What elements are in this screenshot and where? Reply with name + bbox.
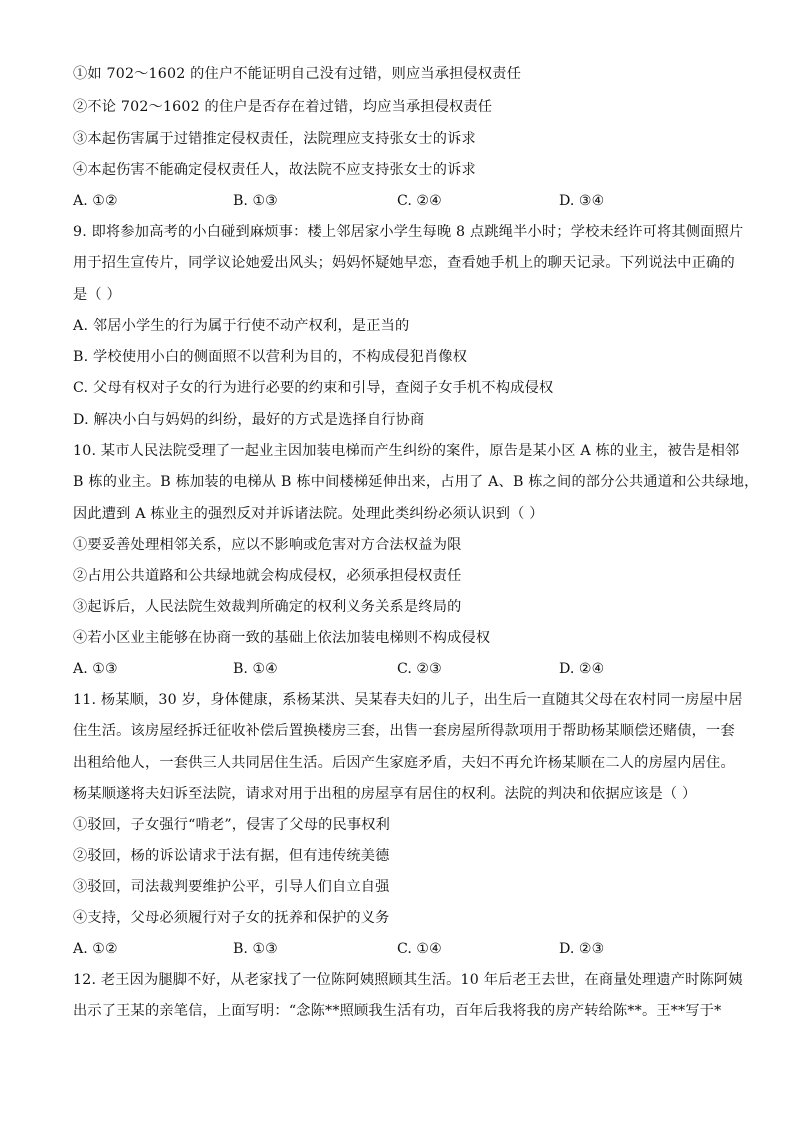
q8-statement-4: ④本起伤害不能确定侵权责任人，故法院不应支持张女士的诉求 — [73, 162, 476, 178]
q11-statement-2: ②驳回，杨的诉讼请求于法有据，但有违传统美德 — [73, 848, 390, 864]
q8-option-c: C. ②④ — [397, 193, 442, 209]
q11-stem-line-3: 出租给他人，一套供三人共同居住生活。后因产生家庭矛盾，夫妇不再允许杨某顺在二人的房屋内居住。 — [73, 755, 735, 771]
q9-option-d: D. 解决小白与妈妈的纠纷，最好的方式是选择自行协商 — [73, 412, 425, 428]
q11-statement-4: ④支持，父母必须履行对子女的抚养和保护的义务 — [73, 910, 390, 926]
q11-option-d: D. ②③ — [559, 941, 605, 957]
q10-option-b: B. ①④ — [233, 661, 278, 677]
q8-statement-1: ①如 702～1602 的住户不能证明自己没有过错，则应当承担侵权责任 — [73, 66, 522, 82]
q10-option-d: D. ②④ — [559, 661, 605, 677]
q8-options — [73, 191, 733, 211]
q11-stem-line-1: 11. 杨某顺，30 岁，身体健康，系杨某洪、吴某春夫妇的儿子，出生后一直随其父母在农村同一房屋中居 — [73, 692, 743, 708]
q11-option-c: C. ①④ — [397, 941, 442, 957]
q8-option-b: B. ①③ — [233, 193, 278, 209]
q9-option-b: B. 学校使用小白的侧面照不以营利为目的，不构成侵犯肖像权 — [73, 349, 468, 365]
q10-stem-line-3: 因此遭到 A 栋业主的强烈反对并诉诸法院。处理此类纠纷必须认识到（ ） — [73, 506, 544, 522]
q8-statement-3: ③本起伤害属于过错推定侵权责任，法院理应支持张女士的诉求 — [73, 131, 476, 147]
q8-option-a: A. ①② — [73, 193, 118, 209]
q11-option-b: B. ①③ — [233, 941, 278, 957]
q9-stem-line-2: 用于招生宣传片，同学议论她爱出风头；妈妈怀疑她早恋，查看她手机上的聊天记录。下列说法中正确的 — [73, 255, 735, 271]
q11-stem-line-4: 杨某顺遂将夫妇诉至法院，请求对用于出租的房屋享有居住的权利。法院的判决和依据应该是（ ） — [73, 786, 697, 802]
q9-option-c: C. 父母有权对子女的行为进行必要的约束和引导，查阅子女手机不构成侵权 — [73, 380, 554, 396]
q11-option-a: A. ①② — [73, 941, 118, 957]
q10-statement-3: ③起诉后，人民法院生效裁判所确定的权利义务关系是终局的 — [73, 599, 462, 615]
q10-options — [73, 659, 733, 679]
q10-option-a: A. ①③ — [73, 661, 118, 677]
q10-stem-line-2: B 栋的业主。B 栋加装的电梯从 B 栋中间楼梯延伸出来，占用了 A、B 栋之间的部分公共通道和公共绿地， — [73, 474, 759, 490]
q11-statement-3: ③驳回，司法裁判要维护公平，引导人们自立自强 — [73, 879, 390, 895]
q9-stem-line-1: 9. 即将参加高考的小白碰到麻烦事：楼上邻居家小学生每晚 8 点跳绳半小时；学校未经许可将其侧面照片 — [73, 224, 744, 240]
q11-options — [73, 939, 733, 959]
q10-option-c: C. ②③ — [397, 661, 442, 677]
q11-statement-1: ①驳回，子女强行“啃老”，侵害了父母的民事权利 — [73, 817, 391, 833]
q8-option-d: D. ③④ — [559, 193, 605, 209]
q10-statement-4: ④若小区业主能够在协商一致的基础上依法加装电梯则不构成侵权 — [73, 630, 491, 646]
q11-stem-line-2: 住生活。该房屋经拆迁征收补偿后置换楼房三套，出售一套房屋所得款项用于帮助杨某顺偿还赌债，一套 — [73, 723, 735, 739]
q12-stem-line-2: 出示了王某的亲笔信，上面写明：“念陈**照顾我生活有功，百年后我将我的房产转给陈**。王**写于* — [73, 1003, 722, 1019]
q10-statement-1: ①要妥善处理相邻关系，应以不影响或危害对方合法权益为限 — [73, 537, 462, 553]
q10-stem-line-1: 10. 某市人民法院受理了一起业主因加装电梯而产生纠纷的案件，原告是某小区 A 栋的业主，被告是相邻 — [73, 443, 740, 459]
q9-stem-line-3: 是（ ） — [73, 287, 121, 303]
q9-option-a: A. 邻居小学生的行为属于行使不动产权利，是正当的 — [73, 318, 410, 334]
q8-statement-2: ②不论 702～1602 的住户是否存在着过错，均应当承担侵权责任 — [73, 99, 493, 115]
q10-statement-2: ②占用公共道路和公共绿地就会构成侵权，必须承担侵权责任 — [73, 568, 462, 584]
q12-stem-line-1: 12. 老王因为腿脚不好，从老家找了一位陈阿姨照顾其生活。10 年后老王去世，在商量处理遗产时陈阿姨 — [73, 972, 743, 988]
